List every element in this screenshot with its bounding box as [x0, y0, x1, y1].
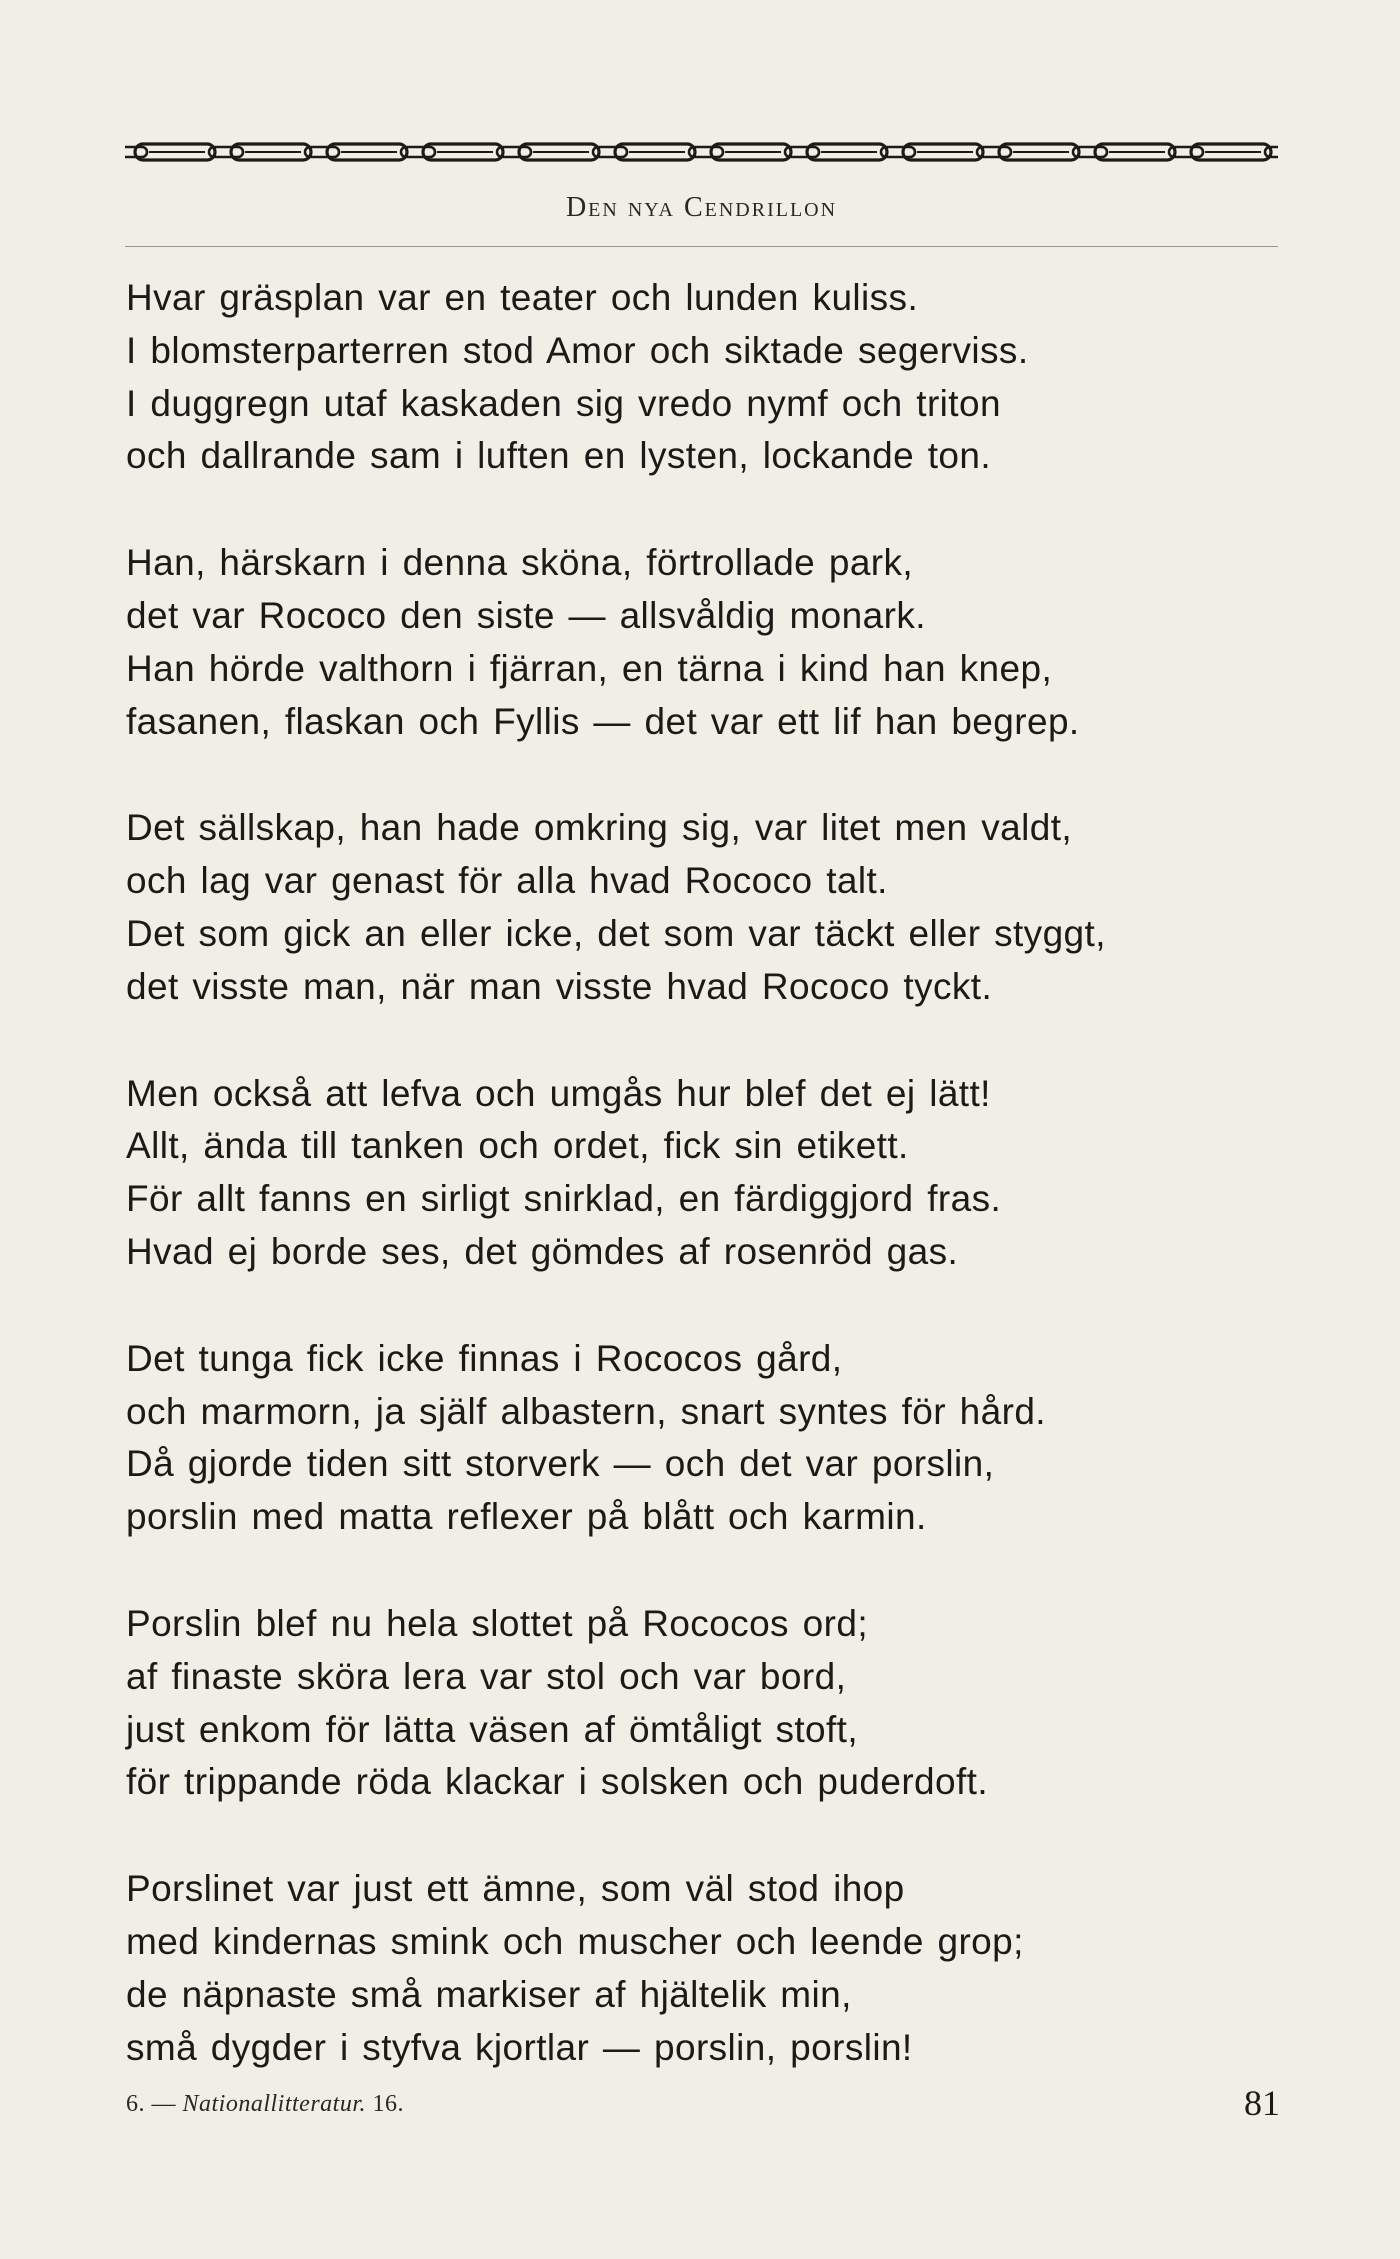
poem-line: Det som gick an eller icke, det som var täckt eller styggt,	[126, 912, 1106, 954]
poem-line: Han, härskarn i denna sköna, förtrollade park,	[126, 542, 914, 584]
chain-ornament-border	[125, 140, 1278, 164]
poem-line: med kindernas smink och muscher och leende grop;	[126, 1920, 1024, 1962]
poem-body	[126, 272, 1306, 2128]
poem-line: det var Rococo den siste — allsvåldig monark.	[126, 594, 926, 636]
poem-line: just enkom för lätta väsen af ömtåligt stoft,	[126, 1708, 859, 1750]
poem-line: För allt fanns en sirligt snirklad, en färdiggjord fras.	[126, 1178, 1002, 1220]
poem-line: Porslin blef nu hela slottet på Rococos ord;	[126, 1602, 868, 1644]
poem-line: fasanen, flaskan och Fyllis — det var ett lif han begrep.	[126, 700, 1080, 742]
poem-line: I duggregn utaf kaskaden sig vredo nymf och triton	[126, 382, 1001, 424]
poem-line: Han hörde valthorn i fjärran, en tärna i kind han knep,	[126, 647, 1053, 689]
signature-volume: 16.	[372, 2091, 405, 2117]
poem-line: Porslinet var just ett ämne, som väl stod ihop	[126, 1868, 905, 1910]
poem-line: och lag var genast för alla hvad Rococo talt.	[126, 860, 888, 902]
poem-line: de näpnaste små markiser af hjältelik min,	[126, 1973, 852, 2015]
signature-prefix: 6. —	[126, 2091, 176, 2117]
stanza	[126, 1068, 1306, 1279]
stanza	[126, 1863, 1306, 2074]
poem-line: Allt, ända till tanken och ordet, fick sin etikett.	[126, 1125, 909, 1167]
poem-line: och marmorn, ja själf albastern, snart syntes för hård.	[126, 1390, 1046, 1432]
printer-signature	[126, 2091, 404, 2118]
signature-title: Nationallitteratur.	[182, 2091, 367, 2117]
poem-line: porslin med matta reflexer på blått och karmin.	[126, 1496, 927, 1538]
poem-line: för trippande röda klackar i solsken och puderdoft.	[126, 1761, 989, 1803]
stanza	[126, 1333, 1306, 1544]
stanza	[126, 802, 1306, 1013]
header-rule	[125, 246, 1278, 247]
stanza	[126, 1598, 1306, 1809]
stanza	[126, 537, 1306, 748]
page-number: 81	[1244, 2083, 1280, 2123]
poem-line: Men också att lefva och umgås hur blef det ej lätt!	[126, 1072, 991, 1114]
poem-line: små dygder i styfva kjortlar — porslin, porslin!	[126, 2026, 913, 2068]
poem-line: Det tunga fick icke finnas i Rococos gård,	[126, 1337, 843, 1379]
poem-line: Då gjorde tiden sitt storverk — och det var porslin,	[126, 1443, 995, 1485]
poem-line: Hvar gräsplan var en teater och lunden kuliss.	[126, 277, 919, 318]
poem-line: I blomsterparterren stod Amor och siktade segerviss.	[126, 329, 1029, 371]
running-title: Den nya Cendrillon	[565, 192, 838, 223]
poem-line: och dallrande sam i luften en lysten, lockande ton.	[126, 435, 992, 477]
poem-line: Hvad ej borde ses, det gömdes af rosenröd gas.	[126, 1230, 959, 1272]
poem-line: Det sällskap, han hade omkring sig, var litet men valdt,	[126, 807, 1073, 849]
poem-line: det visste man, när man visste hvad Rococo tyckt.	[126, 965, 993, 1007]
stanza	[126, 272, 1306, 483]
poem-line: af finaste sköra lera var stol och var bord,	[126, 1655, 847, 1697]
